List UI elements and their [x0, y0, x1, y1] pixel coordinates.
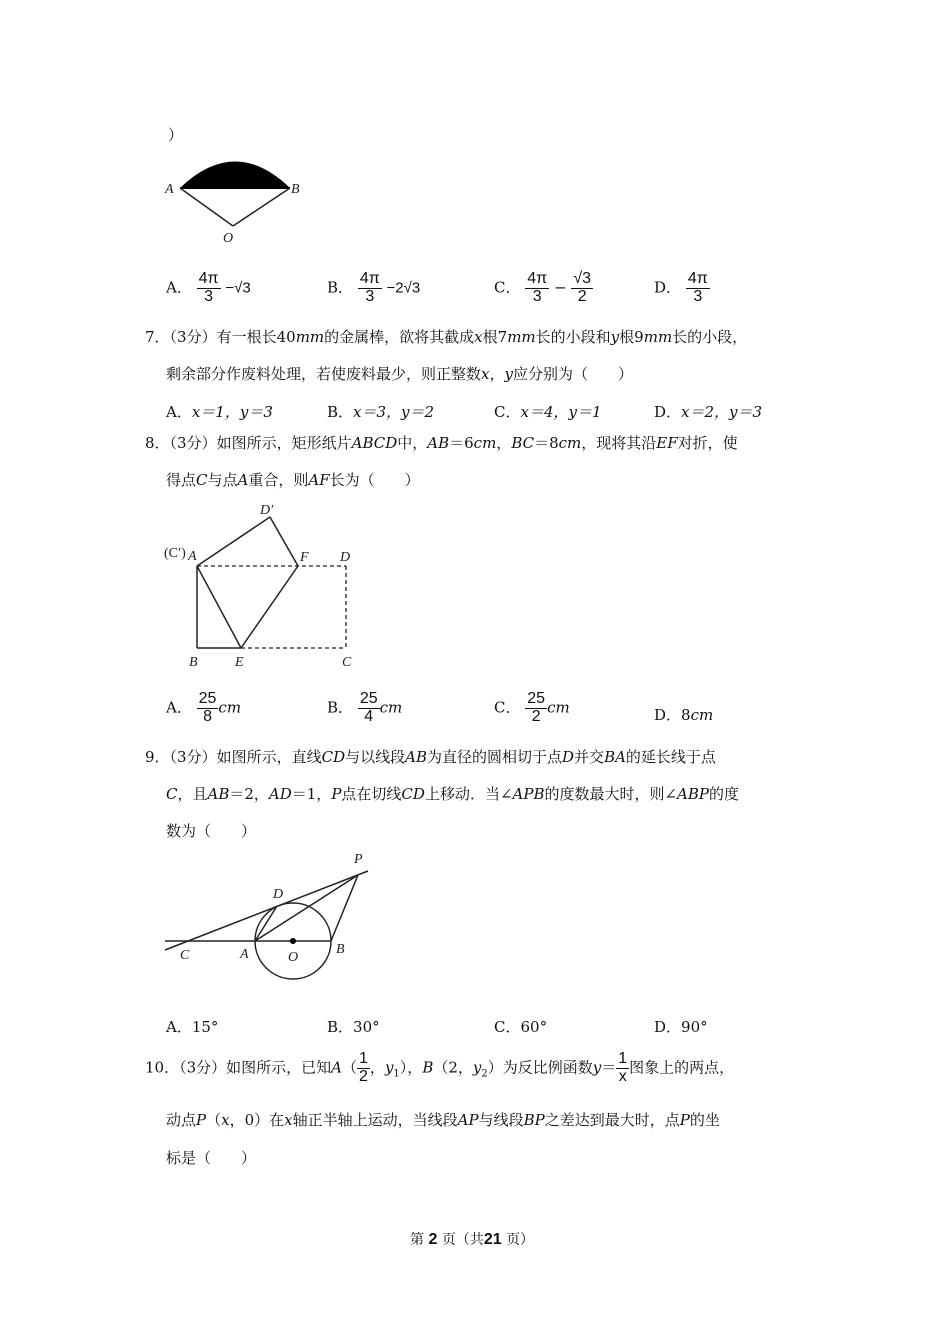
q6-option-d[interactable]: D． $\frac{4\pi}{3}$: [654, 270, 708, 305]
q8-label-e: E: [235, 655, 244, 670]
q6-label-b: B: [291, 182, 300, 197]
q7-option-c[interactable]: C．x＝4，y＝1: [494, 403, 602, 421]
q7-option-d[interactable]: D．x＝2，y＝3: [654, 403, 763, 421]
q6-option-c[interactable]: C． $\frac{4\pi}{3}$ − $\frac{√3}{2}$: [494, 270, 592, 305]
q8-option-d[interactable]: D．8cm: [654, 706, 714, 724]
q8-label-d: D: [340, 550, 351, 565]
q9-line1: 9．（3分）如图所示，直线CD与以线段AB为直径的圆相切于点D并交BA的延长线于点: [145, 748, 716, 766]
q8-label-b: B: [189, 655, 198, 670]
q9-label-d: D: [273, 887, 284, 902]
q8-label-cprime: (C′): [164, 546, 186, 561]
q8-label-dprime: D′: [260, 503, 274, 518]
continuation-paren: ）: [168, 126, 184, 144]
q7-line1: 7．（3分）有一根长40mm的金属棒，欲将其截成x根7mm长的小段和y根9mm长的小段，: [145, 328, 748, 346]
q7-option-a[interactable]: A．x＝1，y＝3: [166, 403, 273, 421]
q7-line2: 剩余部分作废料处理，若使废料最少，则正整数x，y应分别为（ ）: [166, 365, 633, 383]
q8-label-f: F: [300, 550, 309, 565]
q9-figure: [160, 845, 380, 985]
q10-line1: 10．（3分）如图所示，已知A（ $\frac{1}{2}$ ，$y_1$），B（2，$y_2$）为反比例函数y＝ $\frac{1}{x}$ 图象上的两点，: [145, 1050, 735, 1085]
q9-center-dot: [290, 938, 296, 944]
q8-line2: 得点C与点A重合，则AF长为（ ）: [166, 471, 420, 489]
q8-label-a: A: [188, 549, 197, 564]
q6-radius-ob: [233, 188, 290, 226]
q9-option-a[interactable]: A．15°: [166, 1018, 219, 1036]
q9-line3: 数为（ ）: [166, 822, 257, 840]
q6-shaded-segment: [180, 162, 290, 189]
q8-line1: 8．（3分）如图所示，矩形纸片ABCD中，AB＝6cm，BC＝8cm，现将其沿EF对折，使: [145, 434, 738, 452]
q6-label-o: O: [223, 231, 234, 246]
q6-radius-oa: [180, 188, 233, 226]
q8-option-a[interactable]: A． $\frac{25}{8}$ cm: [166, 690, 242, 725]
q10-line2: 动点P（x，0）在x轴正半轴上运动，当线段AP与线段BP之差达到最大时，点P的坐: [166, 1111, 720, 1129]
q8-option-b[interactable]: B． $\frac{25}{4}$ cm: [327, 690, 403, 725]
q9-option-d[interactable]: D．90°: [654, 1018, 708, 1036]
q9-label-c: C: [180, 948, 190, 963]
q9-label-p: P: [354, 852, 363, 867]
q10-line3: 标是（ ）: [166, 1149, 257, 1167]
q8-option-c[interactable]: C． $\frac{25}{2}$ cm: [494, 690, 570, 725]
q9-label-a: A: [240, 947, 249, 962]
q6-label-a: A: [165, 182, 174, 197]
q8-label-c: C: [342, 655, 352, 670]
q7-option-b[interactable]: B．x＝3，y＝2: [327, 403, 435, 421]
q9-tangent-line: [165, 871, 368, 950]
q6-option-b[interactable]: B． $\frac{4\pi}{3}$ −2√3: [327, 270, 421, 305]
page-footer: 第 2 页（共21 页）: [410, 1231, 535, 1248]
q9-option-b[interactable]: B．30°: [327, 1018, 380, 1036]
q8-figure: [160, 498, 370, 673]
q9-line2: C，且AB＝2，AD＝1，P点在切线CD上移动．当∠APB的度数最大时，则∠ABP的度: [166, 785, 740, 803]
q9-option-c[interactable]: C．60°: [494, 1018, 548, 1036]
q9-label-o: O: [288, 950, 299, 965]
q6-option-a[interactable]: A． $\frac{4\pi}{3}$ −√3: [166, 270, 251, 305]
q9-label-b: B: [336, 942, 345, 957]
q6-figure: [160, 150, 310, 250]
